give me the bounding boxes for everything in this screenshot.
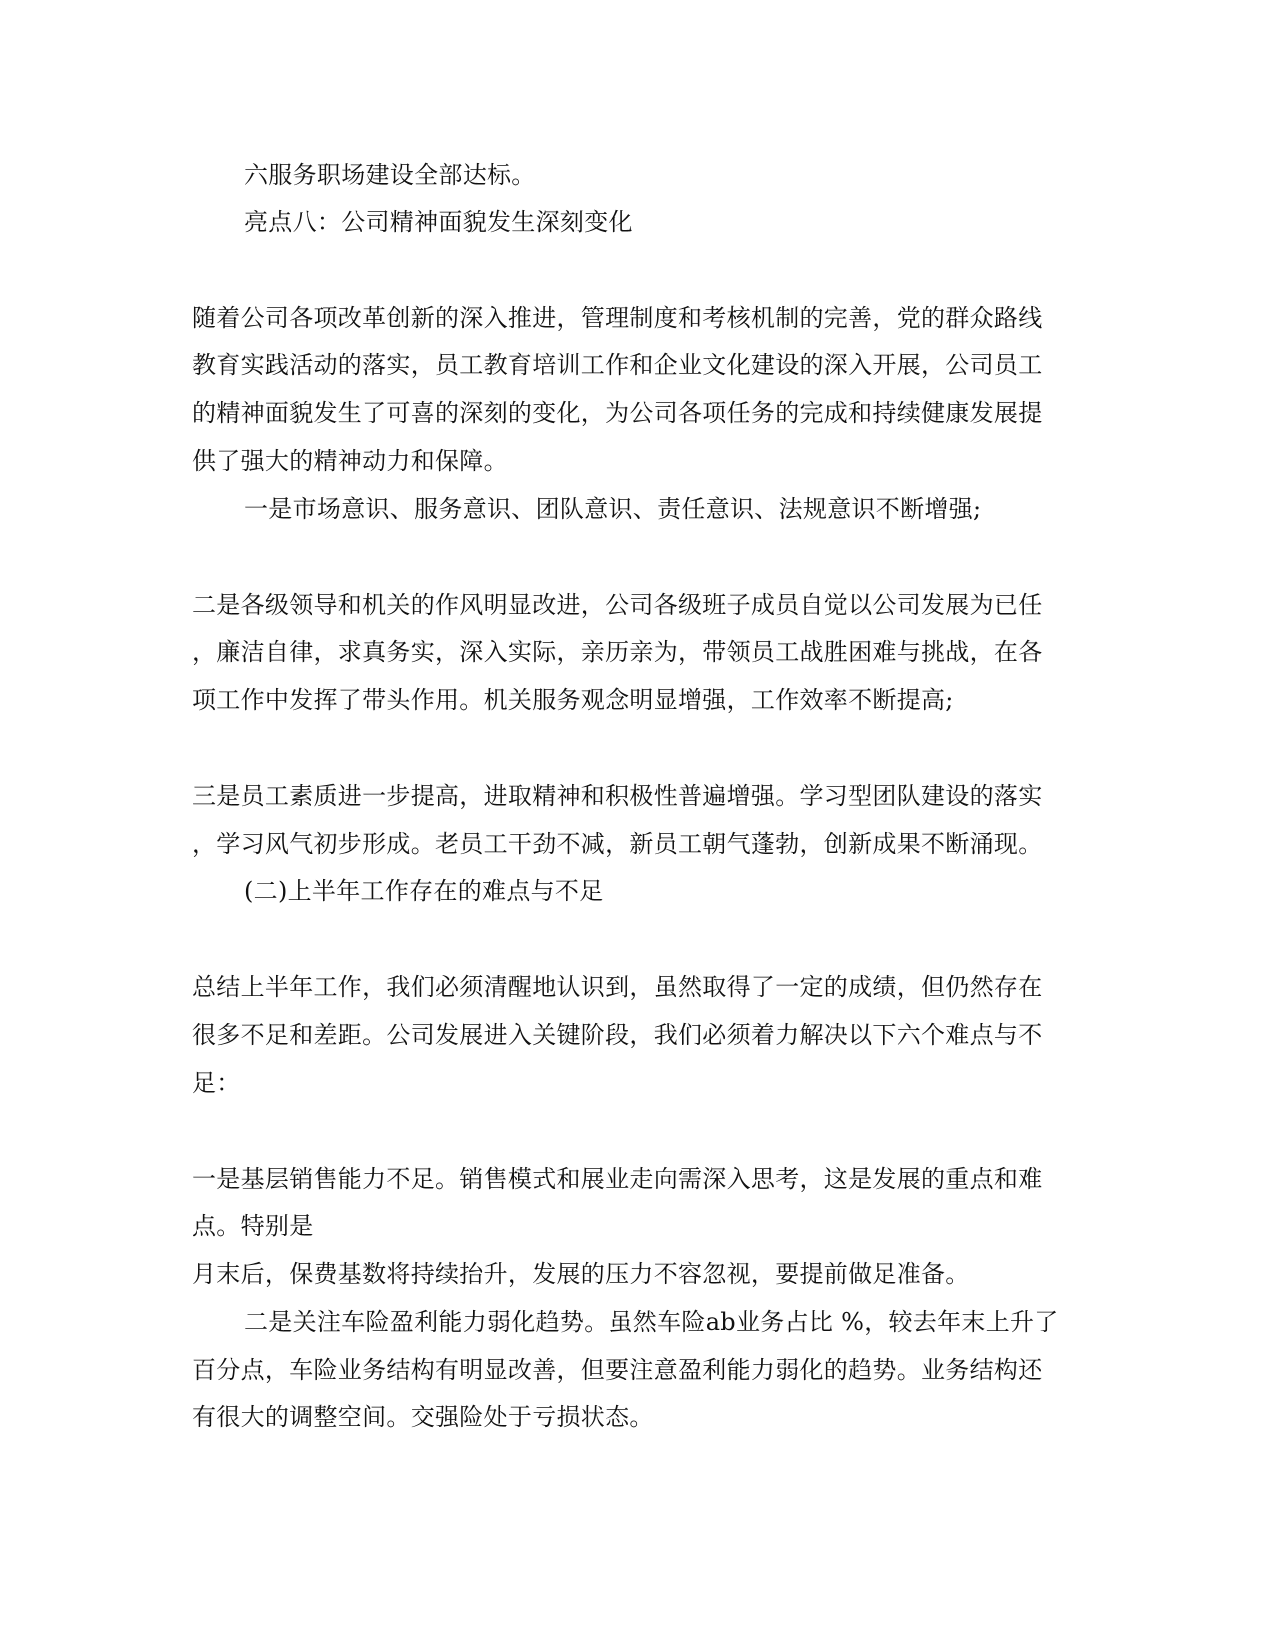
text-line: 的精神面貌发生了可喜的深刻的变化，为公司各项任务的完成和持续健康发展提: [192, 399, 1043, 427]
text-line: 二是各级领导和机关的作风明显改进，公司各级班子成员自觉以公司发展为已任: [192, 591, 1043, 619]
text-line: 二是关注车险盈利能力弱化趋势。虽然车险ab业务占比 %，较去年末上升了: [244, 1308, 1059, 1336]
text-line: 随着公司各项改革创新的深入推进，管理制度和考核机制的完善，党的群众路线: [192, 304, 1043, 332]
text-line: 一是基层销售能力不足。销售模式和展业走向需深入思考，这是发展的重点和难: [192, 1165, 1043, 1193]
text-line: ，廉洁自律，求真务实，深入实际，亲历亲为，带领员工战胜困难与挑战，在各: [192, 638, 1043, 666]
text-line: 教育实践活动的落实，员工教育培训工作和企业文化建设的深入开展，公司员工: [192, 351, 1043, 379]
text-line: 有很大的调整空间。交强险处于亏损状态。: [192, 1403, 654, 1431]
section-heading: 亮点八：公司精神面貌发生深刻变化: [244, 208, 633, 236]
text-line: 一是市场意识、服务意识、团队意识、责任意识、法规意识不断增强;: [244, 495, 982, 523]
text-line: 总结上半年工作，我们必须清醒地认识到，虽然取得了一定的成绩，但仍然存在: [192, 973, 1043, 1001]
text-line: 月末后，保费基数将持续抬升，发展的压力不容忽视，要提前做足准备。: [192, 1260, 970, 1288]
text-line: ，学习风气初步形成。老员工干劲不减，新员工朝气蓬勃，创新成果不断涌现。: [192, 830, 1043, 858]
text-line: 百分点，车险业务结构有明显改善，但要注意盈利能力弱化的趋势。业务结构还: [192, 1356, 1043, 1384]
text-line: 足：: [192, 1069, 241, 1097]
text-line: 项工作中发挥了带头作用。机关服务观念明显增强，工作效率不断提高;: [192, 686, 954, 714]
text-line: 六服务职场建设全部达标。: [244, 161, 536, 189]
text-line: 很多不足和差距。公司发展进入关键阶段，我们必须着力解决以下六个难点与不: [192, 1021, 1043, 1049]
section-heading: (二)上半年工作存在的难点与不足: [244, 877, 604, 905]
text-line: 三是员工素质进一步提高，进取精神和积极性普遍增强。学习型团队建设的落实: [192, 782, 1043, 810]
text-line: 供了强大的精神动力和保障。: [192, 447, 508, 475]
text-line: 点。特别是: [192, 1212, 314, 1240]
